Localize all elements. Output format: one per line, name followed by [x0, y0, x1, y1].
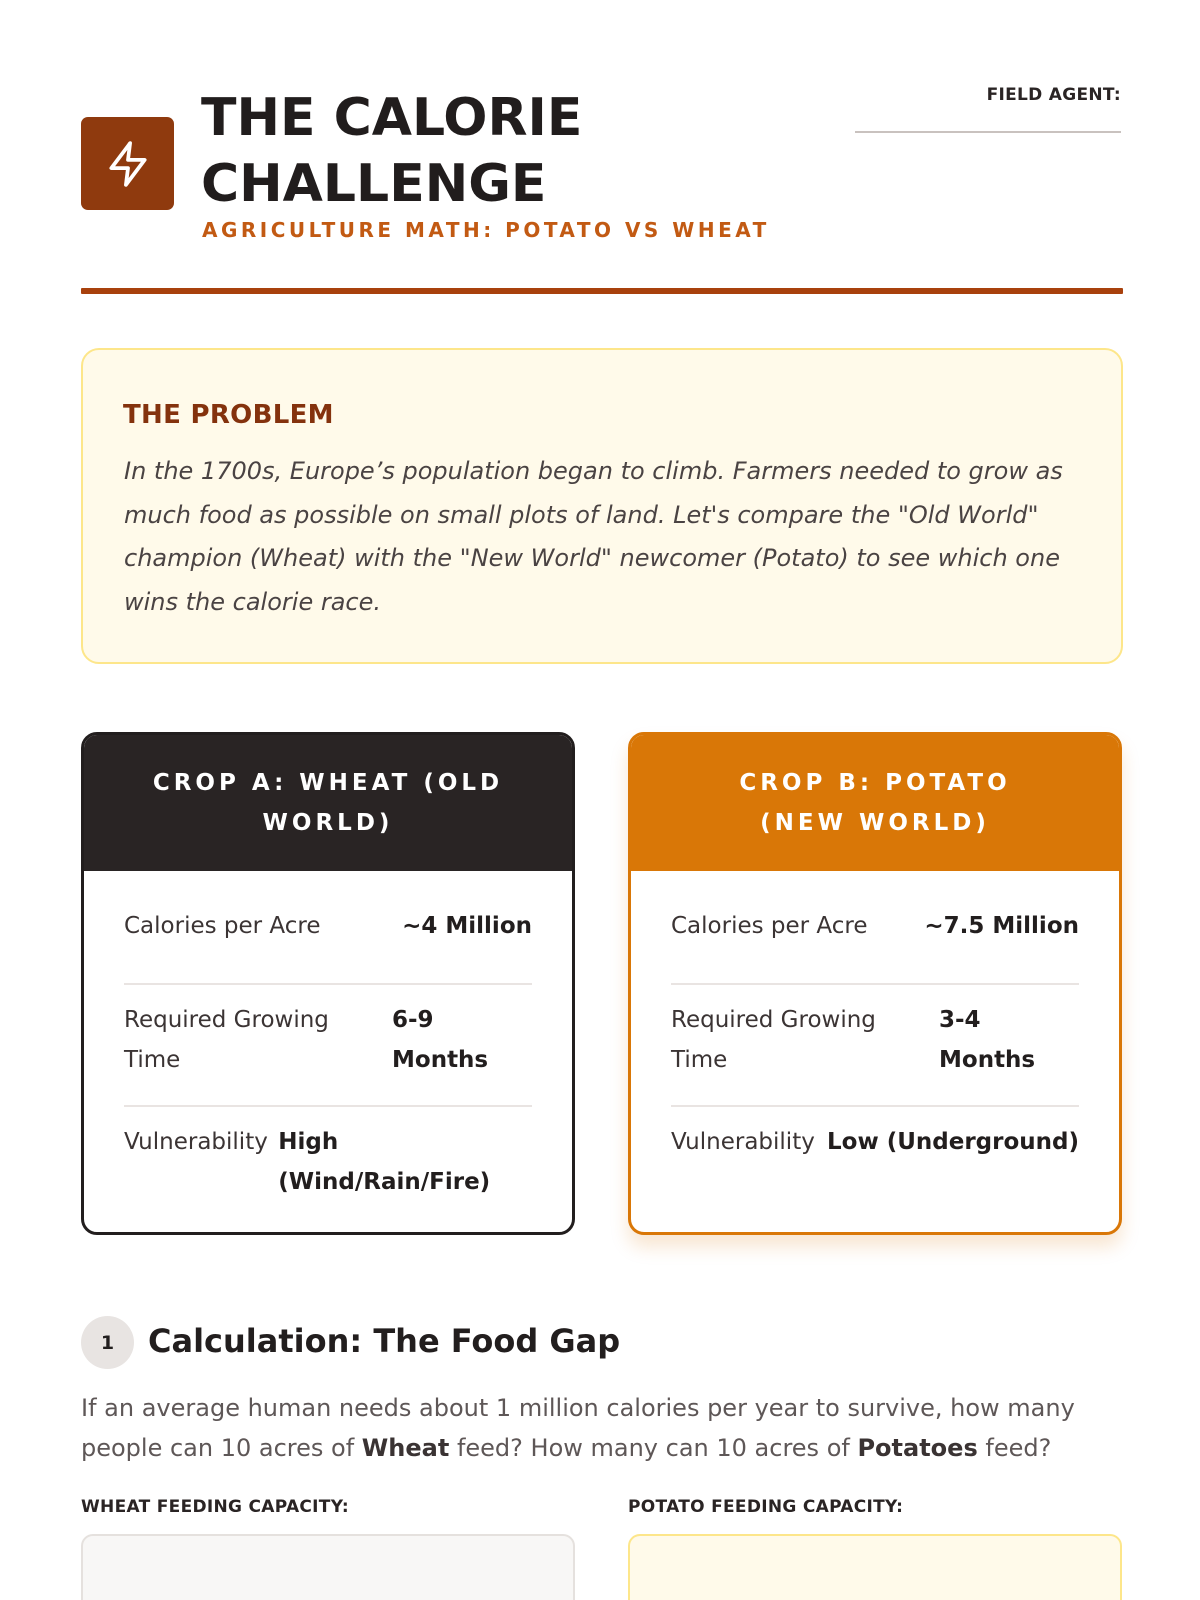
logo-badge — [81, 117, 174, 210]
potato-capacity-answer-box[interactable] — [628, 1534, 1122, 1600]
potato-card — [628, 732, 1122, 1235]
potato-row-growing-time — [671, 985, 1079, 1107]
problem-heading: THE PROBLEM — [123, 400, 334, 430]
potato-capacity-label: POTATO FEEDING CAPACITY: — [628, 1497, 904, 1517]
question-emphasis-potatoes: Potatoes — [857, 1434, 978, 1462]
section-question — [81, 1388, 1123, 1468]
question-text: feed? — [977, 1434, 1052, 1462]
problem-box — [81, 348, 1123, 664]
step-number-badge: 1 — [81, 1316, 134, 1369]
problem-text: In the 1700s, Europe’s population began to climb. Farmers needed to grow as much food as possible on small plots of land. Let's compare the "Old World" champion (Wheat) with the "New World" newcomer (Potato) to see which one wins the calorie race. — [124, 457, 1063, 616]
title-line-1: THE CALORIE — [201, 88, 583, 148]
question-emphasis-wheat: Wheat — [361, 1434, 450, 1462]
title-line-2: CHALLENGE — [201, 154, 547, 214]
row-value: 6-9 Months — [392, 1007, 489, 1073]
row-label: Calories per Acre — [124, 913, 321, 939]
row-label: Vulnerability — [124, 1129, 268, 1155]
worksheet-header — [81, 85, 1121, 255]
section-title: Calculation: The Food Gap — [148, 1322, 621, 1360]
question-text: feed? How many can 10 acres of — [449, 1434, 858, 1462]
lightning-bolt-icon — [103, 139, 153, 189]
wheat-card — [81, 732, 575, 1235]
row-value: High (Wind/Rain/Fire) — [278, 1129, 491, 1195]
row-value: ~4 Million — [402, 913, 532, 939]
row-label: Required Growing Time — [671, 1007, 876, 1073]
row-value: Low (Underground) — [826, 1129, 1079, 1155]
field-agent-input-line[interactable] — [855, 131, 1121, 133]
question-text: If an average human needs about 1 million calories per year to survive, how many people can 10 acres of — [81, 1394, 1075, 1462]
potato-card-title: CROP B: POTATO (NEW WORLD) — [631, 735, 1119, 871]
wheat-row-growing-time — [124, 985, 532, 1107]
page-title — [201, 85, 582, 217]
wheat-card-title: CROP A: WHEAT (OLD WORLD) — [84, 735, 572, 871]
row-label: Required Growing Time — [124, 1007, 329, 1073]
page-subtitle: AGRICULTURE MATH: POTATO VS WHEAT — [202, 218, 770, 242]
row-label: Calories per Acre — [671, 913, 868, 939]
row-value: 3-4 Months — [939, 1007, 1036, 1073]
row-value: ~7.5 Million — [924, 913, 1079, 939]
wheat-row-vulnerability — [124, 1107, 532, 1217]
wheat-row-calories — [124, 891, 532, 985]
wheat-capacity-answer-box[interactable] — [81, 1534, 575, 1600]
header-divider — [81, 288, 1123, 294]
row-label: Vulnerability — [671, 1129, 815, 1155]
field-agent-label: FIELD AGENT: — [986, 85, 1121, 105]
wheat-capacity-label: WHEAT FEEDING CAPACITY: — [81, 1497, 349, 1517]
potato-row-vulnerability — [671, 1107, 1079, 1177]
potato-row-calories — [671, 891, 1079, 985]
